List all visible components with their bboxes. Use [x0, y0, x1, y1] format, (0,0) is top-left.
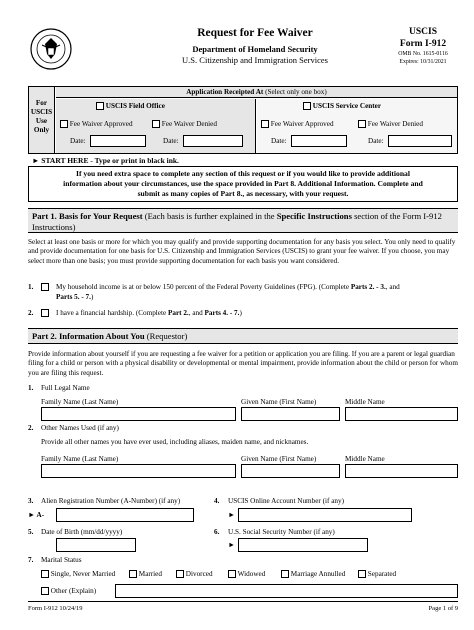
basis-1-text	[56, 283, 456, 302]
q6-label: U.S. Social Security Number (if any)	[228, 528, 335, 536]
basis-2-checkbox[interactable]	[41, 309, 49, 317]
q1-number: 1.	[28, 384, 34, 392]
basis-2-text-a: I have a financial hardship. (Complete	[56, 309, 168, 317]
marital-option-married	[129, 570, 162, 578]
field-office-label: USCIS Field Office	[105, 102, 165, 110]
given-name-field[interactable]	[241, 407, 340, 421]
form-id-block	[388, 27, 458, 65]
given-name-label: Given Name (First Name)	[241, 398, 317, 406]
service-center-label: USCIS Service Center	[312, 102, 382, 110]
start-here: ► START HERE - Type or print in black ink.	[32, 156, 179, 165]
footer-page: Page 1 of 9	[428, 605, 458, 612]
fo-approved-option	[60, 120, 133, 128]
basis-1-text-a: My household income is at or below 150 percent of the Federal Poverty Guidelines (FPG). (Complete	[56, 283, 351, 291]
divorced-checkbox[interactable]	[176, 570, 184, 578]
receipted-label: Application Receipted At	[186, 88, 264, 96]
fo-approved-checkbox[interactable]	[60, 120, 68, 128]
marital-option-annulled	[281, 570, 345, 578]
part1-title-rest-2: section of the Form I-912 Instructions)	[32, 211, 442, 233]
separated-label: Separated	[367, 570, 397, 578]
sc-denied-date-field[interactable]	[388, 135, 452, 147]
basis-2-parts: Parts 4. - 7.	[204, 309, 240, 317]
q7-number: 7.	[28, 556, 34, 564]
side-label: Use	[35, 117, 48, 125]
omb-number: OMB No. 1615-0116	[398, 50, 448, 57]
service-center-checkbox[interactable]	[303, 102, 311, 110]
sc-approved-label: Fee Waiver Approved	[270, 120, 334, 128]
annulled-label: Marriage Annulled	[290, 570, 346, 578]
other-family-name-label: Family Name (Last Name)	[41, 455, 119, 463]
family-name-label: Family Name (Last Name)	[41, 398, 119, 406]
divorced-label: Divorced	[185, 570, 213, 578]
q1-label: Full Legal Name	[41, 384, 90, 392]
extra-space-notice	[28, 166, 458, 202]
field-office-option	[96, 102, 165, 110]
other-given-name-label: Given Name (First Name)	[241, 455, 317, 463]
side-label: USCIS	[30, 108, 53, 116]
fo-approved-label: Fee Waiver Approved	[69, 120, 133, 128]
sc-approved-checkbox[interactable]	[261, 120, 269, 128]
footer-form-id: Form I-912 10/24/19	[28, 605, 83, 612]
other-explain-field[interactable]	[115, 584, 458, 598]
other-checkbox[interactable]	[41, 587, 49, 595]
expiration-date: Expires: 10/31/2021	[399, 58, 447, 65]
fo-denied-option	[152, 120, 217, 128]
q3-label: Alien Registration Number (A-Number) (if any)	[41, 497, 181, 505]
ssn-arrow: ►	[228, 541, 236, 549]
middle-name-field[interactable]	[345, 407, 458, 421]
fo-denied-label: Fee Waiver Denied	[161, 120, 217, 128]
marital-option-divorced	[176, 570, 213, 578]
q7-label: Marital Status	[41, 556, 82, 564]
field-office-checkbox[interactable]	[96, 102, 104, 110]
basis-1-number: 1.	[28, 283, 34, 291]
married-label: Married	[138, 570, 162, 578]
part1-title-rest: (Each basis is further explained in the	[142, 211, 277, 221]
fo-date-label-2: Date:	[163, 137, 179, 145]
q5-number: 5.	[28, 528, 34, 536]
basis-1-parts-b: Parts 5. - 7.	[56, 292, 91, 301]
part2-intro: Provide information about yourself if you are requesting a fee waiver for a petition or application you are filing. If you are a parent or legal guardian filing for a child or person with a physical disability or developmental or mental impairment, provide information about the child or person for whom you are filing this request.	[28, 350, 458, 377]
basis-2-text-b: , and	[188, 309, 205, 317]
other-label: Other (Explain)	[50, 587, 97, 595]
q2-number: 2.	[28, 424, 34, 432]
part1-specific: Specific Instructions	[276, 211, 352, 221]
widowed-label: Widowed	[237, 570, 266, 578]
q4-label: USCIS Online Account Number (if any)	[228, 497, 344, 505]
middle-name-label: Middle Name	[345, 398, 385, 406]
annulled-checkbox[interactable]	[281, 570, 289, 578]
basis-2-text	[56, 309, 456, 317]
widowed-checkbox[interactable]	[228, 570, 236, 578]
part1-title: Part 1. Basis for Your Request	[32, 211, 143, 221]
other-middle-name-label: Middle Name	[345, 455, 385, 463]
part2-header	[28, 328, 458, 344]
part2-title: Part 2. Information About You	[32, 331, 145, 341]
q3-number: 3.	[28, 497, 34, 505]
basis-2-number: 2.	[28, 309, 34, 317]
marital-option-single	[41, 570, 115, 578]
q2-help: Provide all other names you have ever used, including aliases, maiden name, and nicknames.	[41, 438, 309, 446]
fo-approved-date-field[interactable]	[90, 135, 146, 147]
single-label: Single, Never Married	[50, 570, 116, 578]
part1-intro: Select at least one basis or more for which you may qualify and provide supporting documentation for any basis you select. You only need to qualify and provide documentation for one basis for U.S. Citizenship and Immigration Services (USCIS) to grant your fee waiver. If you choose, you may select more than one basis; you must provide supporting documentation for each basis you want considered.	[28, 238, 456, 265]
receipted-hint: (Select only one box)	[265, 88, 327, 96]
side-label: Only	[33, 126, 50, 134]
other-given-name-field[interactable]	[241, 464, 340, 478]
sc-date-label-2: Date:	[368, 137, 384, 145]
part1-header	[28, 208, 458, 233]
office-use-side	[29, 87, 55, 153]
receipted-header	[56, 87, 457, 98]
uscis-label: USCIS	[409, 27, 437, 37]
a-number-prefix: ► A-	[28, 511, 45, 519]
basis-1-text-b: , and	[385, 283, 400, 291]
basis-1-text-c: )	[90, 292, 94, 301]
sc-date-label-1: Date:	[271, 137, 287, 145]
family-name-field[interactable]	[41, 407, 236, 421]
sc-approved-option	[261, 120, 334, 128]
other-family-name-field[interactable]	[41, 464, 236, 478]
service-center-option	[303, 102, 381, 110]
sc-denied-option	[358, 120, 423, 128]
marital-option-separated	[358, 570, 396, 578]
other-middle-name-field[interactable]	[345, 464, 458, 478]
fo-date-label-1: Date:	[70, 137, 86, 145]
basis-1-checkbox[interactable]	[41, 283, 49, 291]
ssn-field[interactable]	[238, 538, 368, 552]
married-checkbox[interactable]	[129, 570, 137, 578]
notice-text: If you need extra space to complete any section of this request or if you would like to provide additional information about your circumstances, use the space provided in Part 8. Additional Information. Complete and submit as many copies of Part 8., as necessary, with your request.	[63, 169, 423, 198]
part2-title-rest: (Requestor)	[144, 331, 188, 341]
q4-number: 4.	[214, 497, 220, 505]
form-title: Request for Fee Waiver	[197, 27, 313, 39]
sc-denied-label: Fee Waiver Denied	[367, 120, 423, 128]
basis-1-parts-a: Parts 2. - 3.	[350, 283, 386, 291]
date-of-birth-field[interactable]	[56, 538, 136, 552]
marital-option-widowed	[228, 570, 265, 578]
department-name: Department of Homeland Security	[192, 44, 318, 54]
fo-denied-checkbox[interactable]	[152, 120, 160, 128]
sc-denied-checkbox[interactable]	[358, 120, 366, 128]
marital-option-other	[41, 587, 96, 595]
q6-number: 6.	[214, 528, 220, 536]
q5-label: Date of Birth (mm/dd/yyyy)	[41, 528, 123, 536]
separated-checkbox[interactable]	[358, 570, 366, 578]
sc-approved-date-field[interactable]	[291, 135, 347, 147]
basis-2-text-c: )	[239, 309, 242, 317]
footer-rule	[28, 601, 458, 602]
side-label: For	[35, 99, 48, 107]
single-checkbox[interactable]	[41, 570, 49, 578]
online-account-arrow: ►	[228, 511, 236, 519]
dhs-seal-icon	[30, 28, 72, 70]
agency-name: U.S. Citizenship and Immigration Services	[182, 55, 328, 65]
q2-label: Other Names Used (if any)	[41, 424, 119, 432]
a-number-field[interactable]	[56, 508, 194, 522]
online-account-field[interactable]	[238, 508, 412, 522]
fo-denied-date-field[interactable]	[183, 135, 243, 147]
form-number: Form I-912	[399, 38, 447, 49]
basis-2-part: Part 2.	[167, 309, 189, 317]
